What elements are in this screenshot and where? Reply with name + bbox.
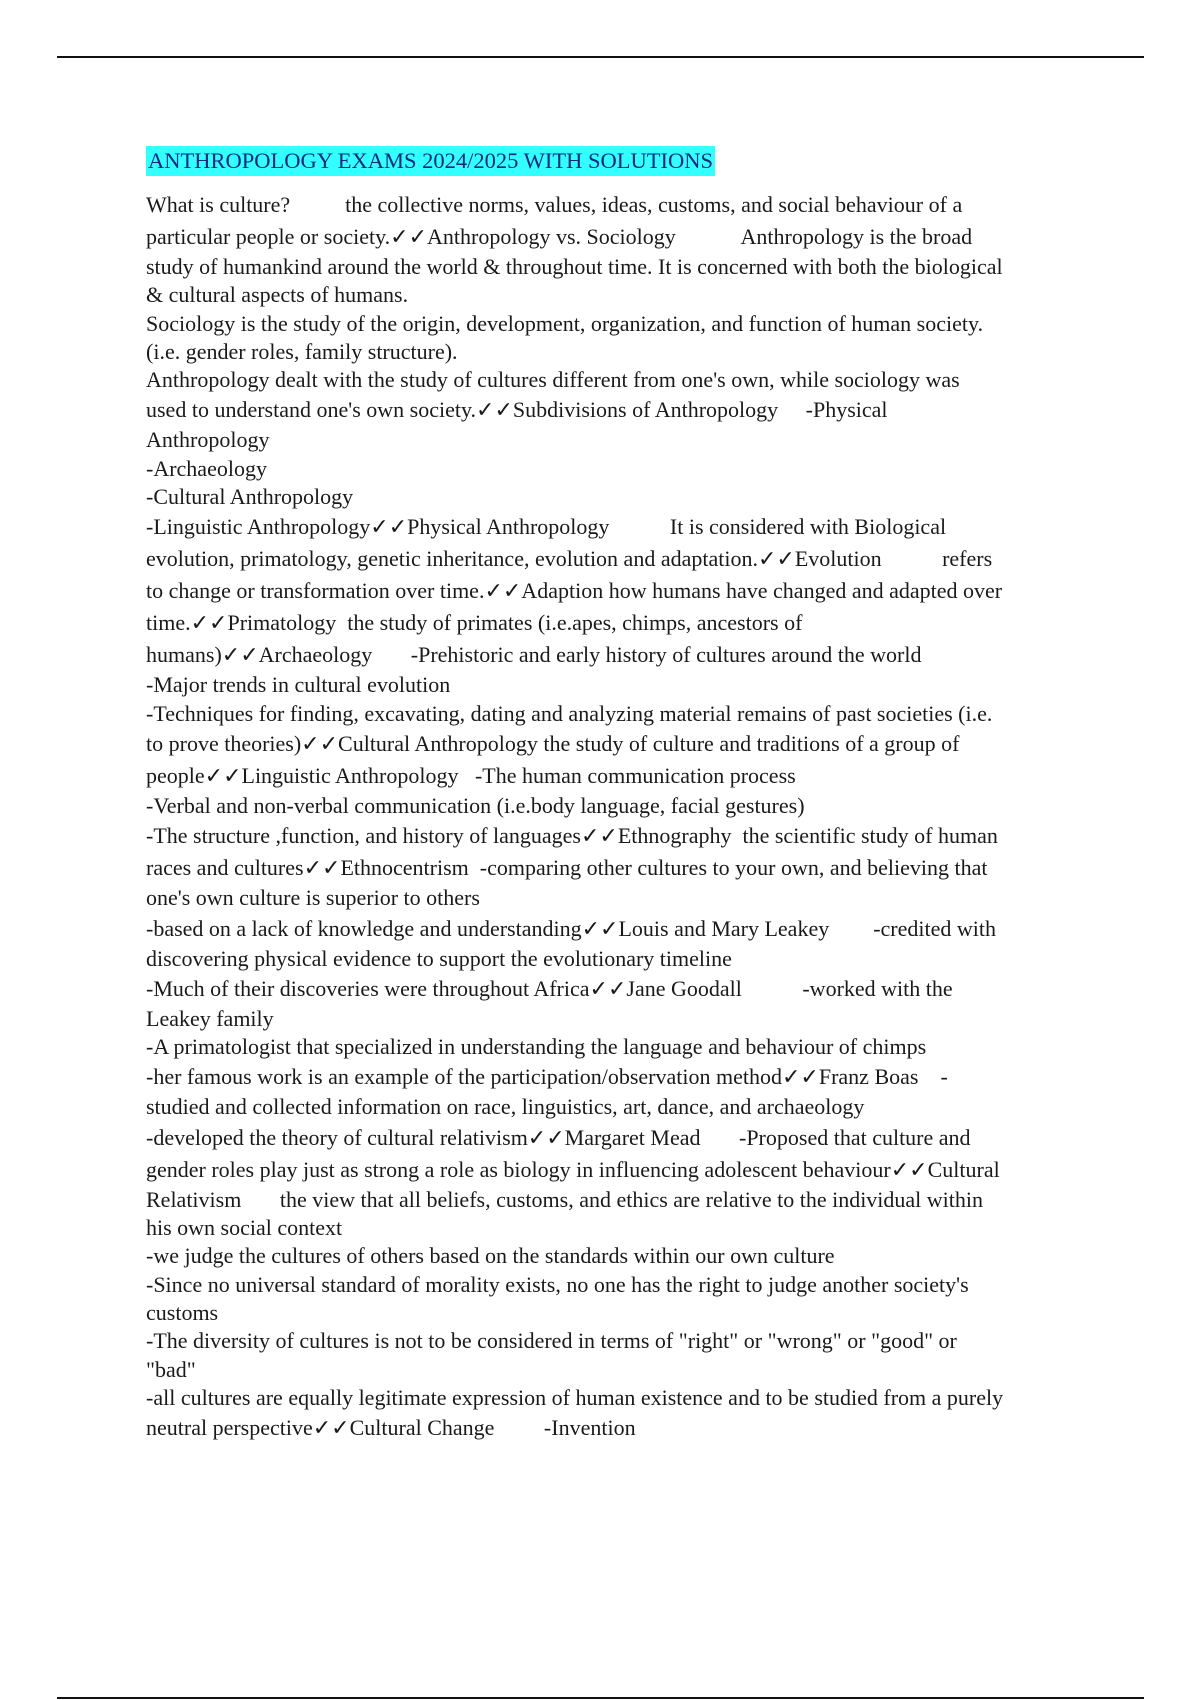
text-line: studied and collected information on race, linguistics, art, dance, and archaeology [146, 1094, 865, 1120]
text-line: neutral perspective✓✓Cultural Change -Invention [146, 1415, 636, 1441]
text-line: & cultural aspects of humans. [146, 282, 409, 308]
text-line: -Much of their discoveries were throughout Africa✓✓Jane Goodall -worked with the [146, 975, 953, 1001]
text-line: (i.e. gender roles, family structure). [146, 338, 458, 364]
text-line: particular people or society.✓✓Anthropology vs. Sociology Anthropology is the broad [146, 224, 973, 249]
text-line: races and cultures✓✓Ethnocentrism -comparing other cultures to your own, and believing that [146, 855, 988, 881]
text-line: discovering physical evidence to support the evolutionary timeline [146, 945, 732, 971]
text-line: -A primatologist that specialized in understanding the language and behaviour of chimps [146, 1034, 927, 1060]
text-line: -developed the theory of cultural relativism✓✓Margaret Mead -Proposed that culture and [146, 1124, 971, 1150]
text-line: "bad" [146, 1356, 196, 1382]
bottom-rule [57, 1697, 1144, 1699]
text-line: his own social context [146, 1215, 343, 1241]
text-line: Anthropology [146, 427, 270, 453]
text-line: gender roles play just as strong a role as biology in influencing adolescent behaviour✓✓Cultural [146, 1156, 1000, 1182]
text-line: to change or transformation over time.✓✓Adaption how humans have changed and adapted over [146, 578, 1003, 604]
text-line: -we judge the cultures of others based on the standards within our own culture [146, 1243, 835, 1269]
text-line: humans)✓✓Archaeology -Prehistoric and early history of cultures around the world [146, 642, 922, 668]
text-line: people✓✓Linguistic Anthropology -The human communication process [146, 762, 796, 788]
text-line: Leakey family [146, 1005, 274, 1031]
text-line: -Linguistic Anthropology✓✓Physical Anthropology It is considered with Biological [146, 514, 947, 540]
text-line: -The diversity of cultures is not to be considered in terms of "right" or "wrong" or "good" or [146, 1328, 957, 1354]
document-text [146, 189, 1096, 1444]
text-line: study of humankind around the world & throughout time. It is concerned with both the biological [146, 254, 1003, 279]
text-line: What is culture? the collective norms, values, ideas, customs, and social behaviour of a [146, 192, 963, 217]
text-line: -The structure ,function, and history of languages✓✓Ethnography the scientific study of human [146, 823, 998, 849]
top-rule [57, 56, 1144, 58]
text-line: -Since no universal standard of morality exists, no one has the right to judge another society's [146, 1271, 969, 1297]
text-line: one's own culture is superior to others [146, 885, 480, 911]
text-line: time.✓✓Primatology the study of primates (i.e.apes, chimps, ancestors of [146, 610, 803, 636]
text-line: -Major trends in cultural evolution [146, 672, 451, 698]
text-line: Anthropology dealt with the study of cultures different from one's own, while sociology was [146, 367, 960, 393]
text-line: Relativism the view that all beliefs, customs, and ethics are relative to the individual within [146, 1186, 984, 1212]
text-line: to prove theories)✓✓Cultural Anthropology the study of culture and traditions of a group of [146, 730, 960, 756]
text-line: -Archaeology [146, 455, 267, 481]
text-line: -Verbal and non-verbal communication (i.e.body language, facial gestures) [146, 792, 805, 818]
text-line: -Cultural Anthropology [146, 484, 354, 510]
text-line: evolution, primatology, genetic inheritance, evolution and adaptation.✓✓Evolution refers [146, 546, 993, 572]
text-line: -all cultures are equally legitimate expression of human existence and to be studied from a purely [146, 1384, 1004, 1410]
text-line: customs [146, 1299, 219, 1325]
document-body [146, 146, 1096, 1444]
text-line: Sociology is the study of the origin, development, organization, and function of human society. [146, 310, 984, 336]
text-line: used to understand one's own society.✓✓Subdivisions of Anthropology -Physical [146, 397, 888, 423]
text-line: -based on a lack of knowledge and understanding✓✓Louis and Mary Leakey -credited with [146, 915, 996, 941]
document-title: ANTHROPOLOGY EXAMS 2024/2025 WITH SOLUTIONS [146, 146, 715, 176]
text-line: -her famous work is an example of the participation/observation method✓✓Franz Boas - [146, 1064, 948, 1090]
text-line: -Techniques for finding, excavating, dating and analyzing material remains of past societies (i.e. [146, 700, 993, 726]
